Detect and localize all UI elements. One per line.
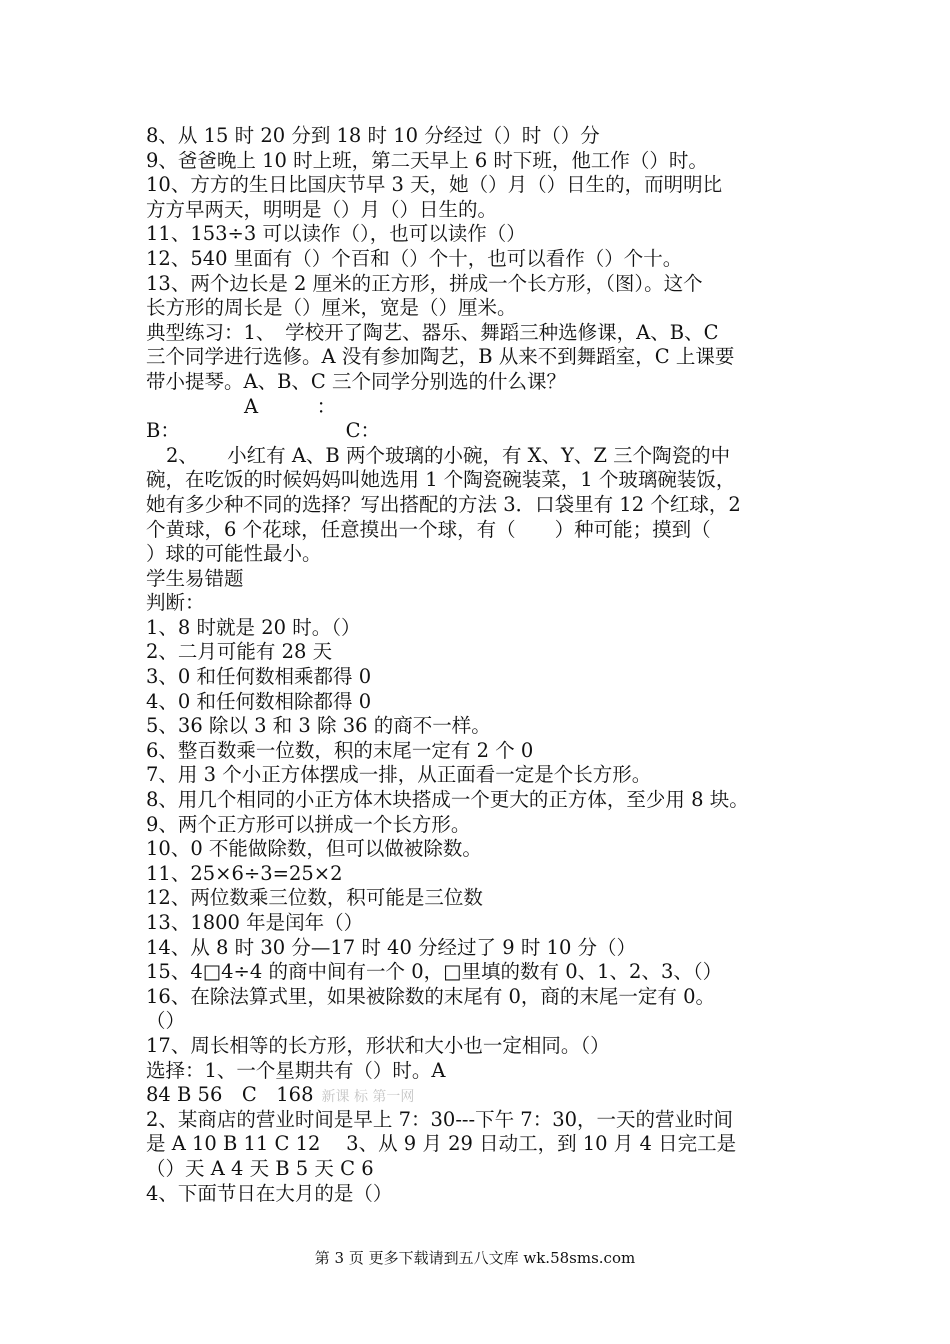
text-line: 典型练习：1、 学校开了陶艺、器乐、舞蹈三种选修课，A、B、C [146,320,719,344]
text-line: 带小提琴。A、B、C 三个同学分别选的什么课？ [146,369,567,393]
text-line: 个黄球，6 个花球，任意摸出一个球，有（ ）种可能；摸到（ [146,517,711,541]
text-line: 5、36 除以 3 和 3 除 36 的商不一样。 [146,714,491,738]
text-line: 选择：1、一个星期共有（）时。A [146,1058,446,1082]
text-line: 长方形的周长是（）厘米，宽是（）厘米。 [146,296,517,320]
text-line: 84 B 56 C 168 新课 标 第一网 [146,1083,415,1107]
text-line: 8、用几个相同的小正方体木块搭成一个更大的正方体，至少用 8 块。 [146,788,749,812]
text-line: 12、540 里面有（）个百和（）个十，也可以看作（）个十。 [146,246,683,270]
watermark-text: 新课 标 第一网 [321,1089,415,1106]
page-footer: 第 3 页 更多下载请到五八文库 wk.58sms.com [314,1249,636,1267]
text-line: 8、从 15 时 20 分到 18 时 10 分经过（）时（）分 [146,124,600,147]
text-line: 9、爸爸晚上 10 时上班，第二天早上 6 时下班，他工作（）时。 [146,148,708,172]
text-line: 13、1800 年是闰年（） [146,911,364,934]
text-line: 3、0 和任何数相乘都得 0 [146,665,372,689]
text-line: 10、方方的生日比国庆节早 3 天，她（）月（）日生的，而明明比 [146,173,723,197]
text-line: （）天 A 4 天 B 5 天 C 6 [146,1156,374,1180]
section-heading: 判断： [146,591,205,615]
text-line: 2、二月可能有 28 天 [146,640,333,664]
text-line: 三个同学进行选修。A 没有参加陶艺，B 从来不到舞蹈室，C 上课要 [146,345,735,369]
answer-label-a: A ： [244,394,337,418]
text-line: 2、某商店的营业时间是早上 7：30---下午 7：30，一天的营业时间 [146,1107,734,1131]
section-heading: 学生易错题 [146,566,244,590]
text-line: 12、两位数乘三位数，积可能是三位数 [146,886,483,910]
text-line: 4、下面节日在大月的是（） [146,1181,393,1205]
text-line [146,395,816,420]
text-line: ）球的可能性最小。 [146,542,322,566]
text-line: 10、0 不能做除数，但可以做被除数。 [146,837,482,861]
text-line: 11、25×6÷3=25×2 [146,861,343,885]
text-line: （） [146,1009,186,1033]
text-line: 1、8 时就是 20 时。（） [146,615,361,639]
text-line: 14、从 8 时 30 分—17 时 40 分经过了 9 时 10 分（） [146,935,637,959]
text-line: 6、整百数乘一位数，积的末尾一定有 2 个 0 [146,738,534,762]
text-line: 13、两个边长是 2 厘米的正方形，拼成一个长方形，（图）。这个 [146,271,703,295]
text-line: 方方早两天，明明是（）月（）日生的。 [146,197,498,221]
text-line: 7、用 3 个小正方体摆成一排，从正面看一定是个长方形。 [146,763,652,787]
text-line: B： C： [146,419,381,443]
text-line: 她有多少种不同的选择？写出搭配的方法 3．口袋里有 12 个红球，2 [146,492,741,516]
text-line: 16、在除法算式里，如果被除数的末尾有 0，商的末尾一定有 0。 [146,984,716,1008]
document-body [146,124,816,1206]
text-line: 15、4□4÷4 的商中间有一个 0，□里填的数有 0、1、2、3、（） [146,960,723,984]
text-line: 4、0 和任何数相除都得 0 [146,689,372,713]
text-line: 9、两个正方形可以拼成一个长方形。 [146,812,471,836]
text-line: 碗，在吃饭的时候妈妈叫她选用 1 个陶瓷碗装菜，1 个玻璃碗装饭， [146,468,736,492]
text-line: 11、153÷3 可以读作（），也可以读作（） [146,222,526,246]
text-line: 2、 小红有 A、B 两个玻璃的小碗，有 X、Y、Z 三个陶瓷的中 [166,443,731,467]
text-line: 是 A 10 B 11 C 12 3、从 9 月 29 日动工，到 10 月 4 日完工是 [146,1132,737,1156]
text-line: 17、周长相等的长方形，形状和大小也一定相同。（） [146,1033,610,1057]
